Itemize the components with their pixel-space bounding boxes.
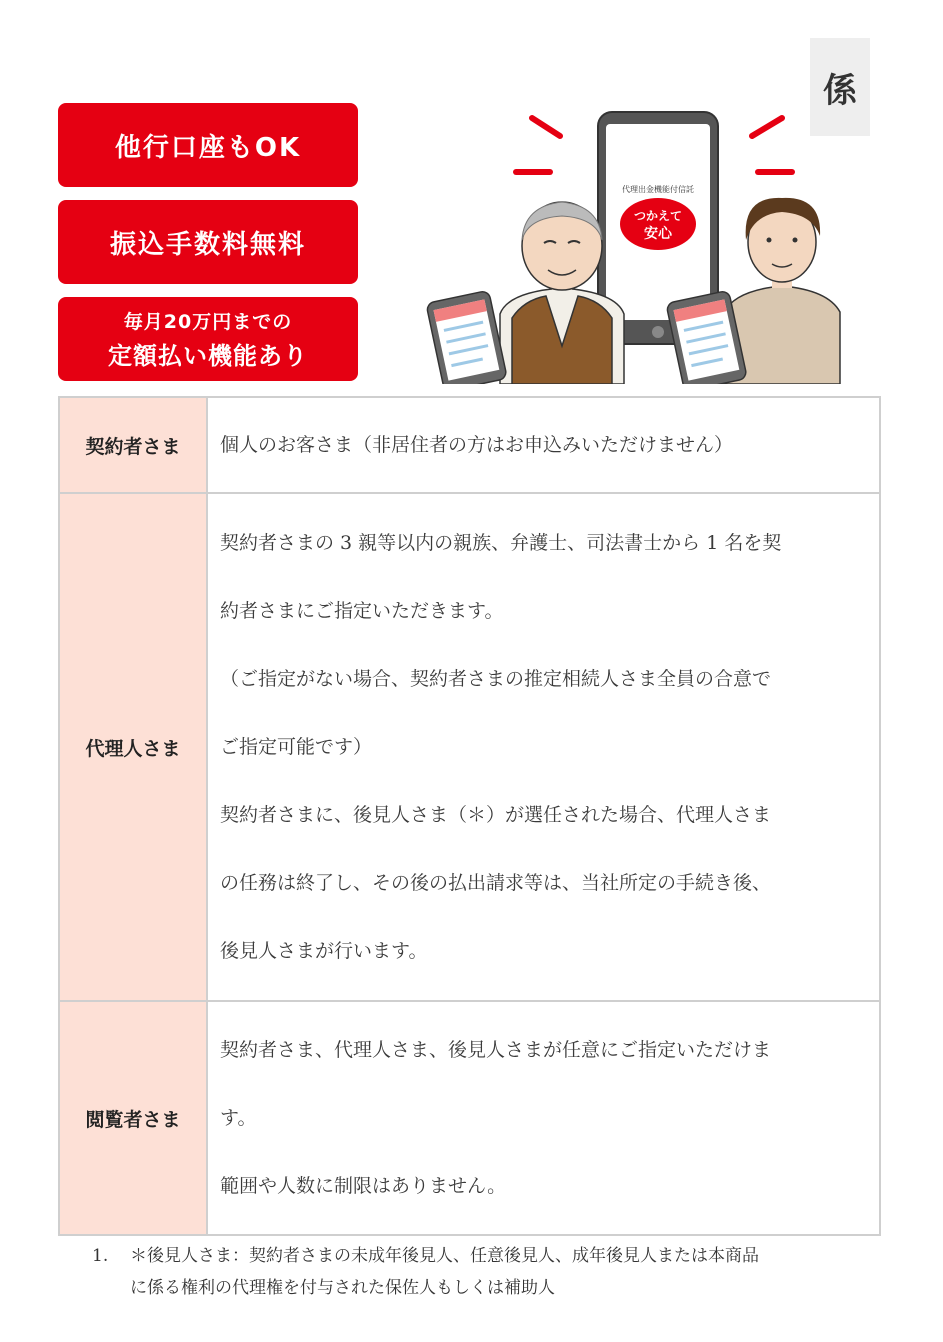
footnote <box>92 1240 882 1304</box>
row-value-agent <box>207 493 880 1001</box>
attention-marks-left <box>516 118 560 172</box>
footnote-line2: に係る権利の代理権を付与された保佐人もしくは補助人 <box>130 1278 555 1298</box>
agent-line: 約者さまにご指定いただきます。 <box>220 600 504 622</box>
row-value-contractor <box>207 397 880 493</box>
badge-no-fee <box>58 200 358 284</box>
agent-line: の任務は終了し、その後の払出請求等は、当社所定の手続き後、 <box>220 872 772 894</box>
row-value-viewer <box>207 1001 880 1235</box>
corner-tag: 係 <box>810 38 870 136</box>
footnote-text <box>130 1240 882 1304</box>
row-header-agent: 代理人さま <box>59 493 207 1001</box>
agent-line: （ご指定がない場合、契約者さまの推定相続人さま全員の合意で <box>220 668 772 690</box>
badge-fixed-line2: 定額払い機能あり <box>108 342 308 370</box>
viewer-line: す。 <box>220 1107 257 1129</box>
badge-other-bank <box>58 103 358 187</box>
table-row <box>59 493 880 1001</box>
badge-no-fee-label: 振込手数料無料 <box>109 229 306 260</box>
table-row <box>59 1001 880 1235</box>
agent-line: ご指定可能です） <box>220 736 373 758</box>
footnote-line1: ＊後見人さま：契約者さまの未成年後見人、任意後見人、成年後見人または本商品 <box>130 1246 759 1266</box>
app-logo-icon <box>620 198 696 250</box>
badge-fixed-line1: 毎月20万円までの <box>123 311 293 333</box>
eligibility-table <box>58 396 881 1236</box>
service-illustration <box>420 100 870 384</box>
row-header-contractor: 契約者さま <box>59 397 207 493</box>
contractor-line: 個人のお客さま（非居住者の方はお申込みいただけません） <box>220 434 734 456</box>
row-header-viewer: 閲覧者さま <box>59 1001 207 1235</box>
viewer-line: 契約者さま、代理人さま、後見人さまが任意にご指定いただけま <box>220 1039 772 1061</box>
attention-marks-right <box>752 118 792 172</box>
footnote-number: 1. <box>92 1246 109 1266</box>
badge-fixed-payment <box>58 297 358 381</box>
agent-line: 後見人さまが行います。 <box>220 940 428 962</box>
viewer-line: 範囲や人数に制限はありません。 <box>220 1175 507 1197</box>
agent-line: 契約者さまの 3 親等以内の親族、弁護士、司法書士から 1 名を契 <box>220 532 782 554</box>
agent-line: 契約者さまに、後見人さま（＊）が選任された場合、代理人さま <box>220 804 772 826</box>
phone-caption: 代理出金機能付信託 <box>622 185 694 194</box>
app-logo-line2: 安心 <box>644 226 672 242</box>
app-logo-line1: つかえて <box>633 209 683 223</box>
table-row <box>59 397 880 493</box>
tablet-left-icon <box>426 290 507 384</box>
badge-other-bank-label: 他行口座もOK <box>114 132 302 163</box>
